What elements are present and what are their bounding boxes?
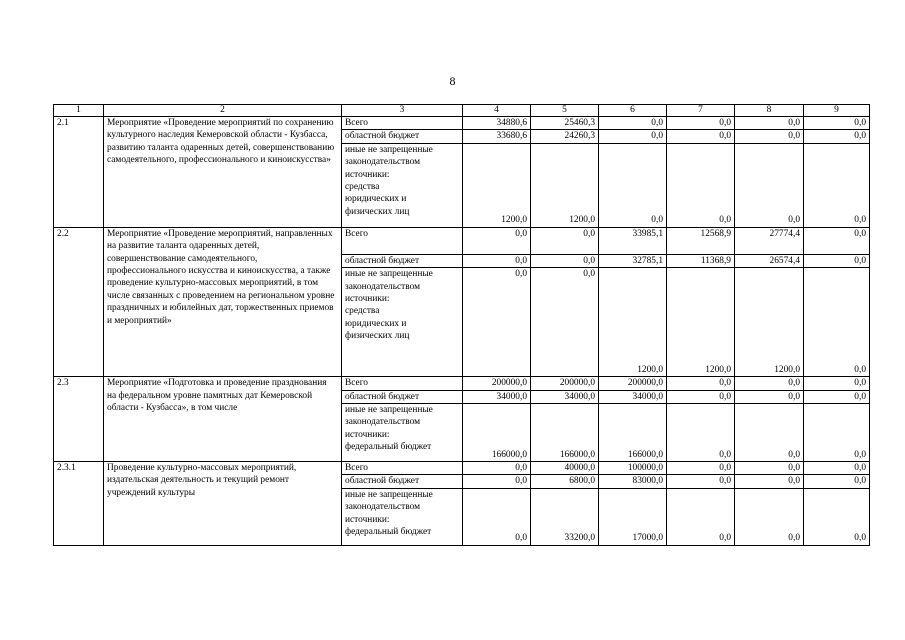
header-cell: 4 (463, 105, 531, 117)
row-code: 2.1 (54, 117, 104, 228)
funding-source (342, 268, 463, 377)
row-description: Проведение культурно-массовых мероприятий, издательская деятельность и текущий ремонт учреждений культуры (104, 462, 342, 546)
funding-source-line: законодательством (345, 502, 421, 513)
value-cell: 0,0 (735, 404, 804, 462)
funding-source: Всего (342, 377, 463, 390)
funding-source: Всего (342, 227, 463, 254)
value-cell: 0,0 (735, 390, 804, 403)
funding-source-line: иные не запрещенные (345, 489, 433, 500)
value-cell: 0,0 (463, 475, 531, 488)
budget-table (53, 104, 870, 546)
value-cell: 40000,0 (531, 462, 599, 475)
header-cell: 8 (735, 105, 804, 117)
value-cell: 0,0 (735, 475, 804, 488)
row-description: Мероприятие «Проведение мероприятий по сохранению культурного наследия Кемеровской области - Кузбасса, развитию таланта одаренных детей, совершенствованию самодеятельного, профессионального и киноискусства» (104, 117, 342, 228)
value-cell: 0,0 (735, 143, 804, 227)
row-code: 2.3 (54, 377, 104, 462)
funding-source-line: физических лиц (345, 331, 410, 342)
value-cell: 0,0 (531, 268, 599, 377)
value-cell: 0,0 (735, 130, 804, 143)
funding-source: Всего (342, 462, 463, 475)
value-cell: 166000,0 (599, 404, 667, 462)
value-cell: 0,0 (804, 377, 870, 390)
value-cell: 0,0 (463, 268, 531, 377)
value-cell: 34880,6 (463, 117, 531, 130)
value-cell: 0,0 (667, 404, 735, 462)
value-cell: 0,0 (804, 475, 870, 488)
value-cell: 83000,0 (599, 475, 667, 488)
header-cell: 3 (342, 105, 463, 117)
funding-source-line: законодательством (345, 281, 421, 292)
row-code: 2.3.1 (54, 462, 104, 546)
value-cell: 0,0 (667, 488, 735, 545)
header-cell: 9 (804, 105, 870, 117)
table-row (54, 227, 870, 254)
value-cell: 0,0 (804, 117, 870, 130)
value-cell: 26574,4 (735, 254, 804, 267)
value-cell: 0,0 (667, 390, 735, 403)
value-cell: 25460,3 (531, 117, 599, 130)
value-cell: 1200,0 (463, 143, 531, 227)
value-cell: 0,0 (735, 488, 804, 545)
value-cell: 33985,1 (599, 227, 667, 254)
funding-source-line: юридических и (345, 194, 407, 205)
value-cell: 33680,6 (463, 130, 531, 143)
funding-source (342, 404, 463, 462)
value-cell: 34000,0 (599, 390, 667, 403)
value-cell: 34000,0 (531, 390, 599, 403)
value-cell: 0,0 (804, 227, 870, 254)
value-cell: 166000,0 (531, 404, 599, 462)
value-cell: 0,0 (667, 377, 735, 390)
value-cell: 17000,0 (599, 488, 667, 545)
value-cell: 33200,0 (531, 488, 599, 545)
value-cell: 32785,1 (599, 254, 667, 267)
value-cell: 0,0 (463, 462, 531, 475)
value-cell: 0,0 (667, 143, 735, 227)
value-cell: 200000,0 (599, 377, 667, 390)
row-description: Мероприятие «Подготовка и проведение празднования на федеральном уровне памятных дат Кемеровской области - Кузбасса», в том числе (104, 377, 342, 462)
header-cell: 1 (54, 105, 104, 117)
value-cell: 12568,9 (667, 227, 735, 254)
value-cell: 200000,0 (531, 377, 599, 390)
value-cell: 34000,0 (463, 390, 531, 403)
funding-source-line: источники: (345, 429, 390, 440)
funding-source-line: законодательством (345, 417, 421, 428)
value-cell: 0,0 (667, 117, 735, 130)
value-cell: 24260,3 (531, 130, 599, 143)
value-cell: 0,0 (531, 254, 599, 267)
funding-source-line: средства (345, 182, 380, 193)
value-cell: 0,0 (667, 462, 735, 475)
value-cell: 0,0 (463, 254, 531, 267)
value-cell: 0,0 (599, 117, 667, 130)
funding-source-line: иные не запрещенные (345, 144, 433, 155)
funding-source-line: источники: (345, 514, 390, 525)
value-cell: 0,0 (735, 462, 804, 475)
funding-source-line: источники: (345, 169, 390, 180)
row-code: 2.2 (54, 227, 104, 376)
value-cell: 0,0 (531, 227, 599, 254)
page-number: 8 (449, 74, 456, 88)
value-cell: 0,0 (735, 377, 804, 390)
value-cell: 27774,4 (735, 227, 804, 254)
table-row (54, 377, 870, 390)
header-cell: 7 (667, 105, 735, 117)
value-cell: 0,0 (667, 130, 735, 143)
value-cell: 200000,0 (463, 377, 531, 390)
value-cell: 0,0 (804, 130, 870, 143)
value-cell: 6800,0 (531, 475, 599, 488)
funding-source-line: средства (345, 306, 380, 317)
funding-source-line: федеральный бюджет (345, 442, 432, 453)
value-cell: 1200,0 (531, 143, 599, 227)
value-cell: 166000,0 (463, 404, 531, 462)
value-cell: 1200,0 (599, 268, 667, 377)
value-cell: 0,0 (735, 117, 804, 130)
value-cell: 0,0 (463, 488, 531, 545)
value-cell: 100000,0 (599, 462, 667, 475)
header-cell: 6 (599, 105, 667, 117)
header-cell: 5 (531, 105, 599, 117)
row-description: Мероприятие «Проведение мероприятий, направленных на развитие таланта одаренных детей, совершенствование самодеятельного, профессионального искусства и киноискусства, а также проведение культурно-массовых мероприятий, в том числе связанных с проведением на региональном уровне праздничных и юбилейных дат, торжественных приемов и мероприятий» (104, 227, 342, 376)
header-cell: 2 (104, 105, 342, 117)
funding-source: областной бюджет (342, 130, 463, 143)
value-cell: 0,0 (804, 268, 870, 377)
value-cell: 11368,9 (667, 254, 735, 267)
funding-source-line: иные не запрещенные (345, 269, 433, 280)
funding-source: областной бюджет (342, 475, 463, 488)
funding-source (342, 488, 463, 545)
funding-source-line: физических лиц (345, 206, 410, 217)
funding-source: областной бюджет (342, 390, 463, 403)
value-cell: 0,0 (599, 130, 667, 143)
value-cell: 0,0 (804, 143, 870, 227)
funding-source-line: федеральный бюджет (345, 527, 432, 538)
funding-source-line: юридических и (345, 318, 407, 329)
funding-source (342, 143, 463, 227)
funding-source: Всего (342, 117, 463, 130)
funding-source: областной бюджет (342, 254, 463, 267)
value-cell: 1200,0 (667, 268, 735, 377)
funding-source-line: законодательством (345, 157, 421, 168)
value-cell: 0,0 (804, 254, 870, 267)
value-cell: 0,0 (463, 227, 531, 254)
funding-source-line: иные не запрещенные (345, 405, 433, 416)
value-cell: 0,0 (804, 404, 870, 462)
value-cell: 1200,0 (735, 268, 804, 377)
table-row (54, 462, 870, 475)
table-row (54, 117, 870, 130)
value-cell: 0,0 (804, 488, 870, 545)
header-row (54, 105, 870, 117)
value-cell: 0,0 (599, 143, 667, 227)
value-cell: 0,0 (804, 390, 870, 403)
funding-source-line: источники: (345, 294, 390, 305)
value-cell: 0,0 (667, 475, 735, 488)
value-cell: 0,0 (804, 462, 870, 475)
